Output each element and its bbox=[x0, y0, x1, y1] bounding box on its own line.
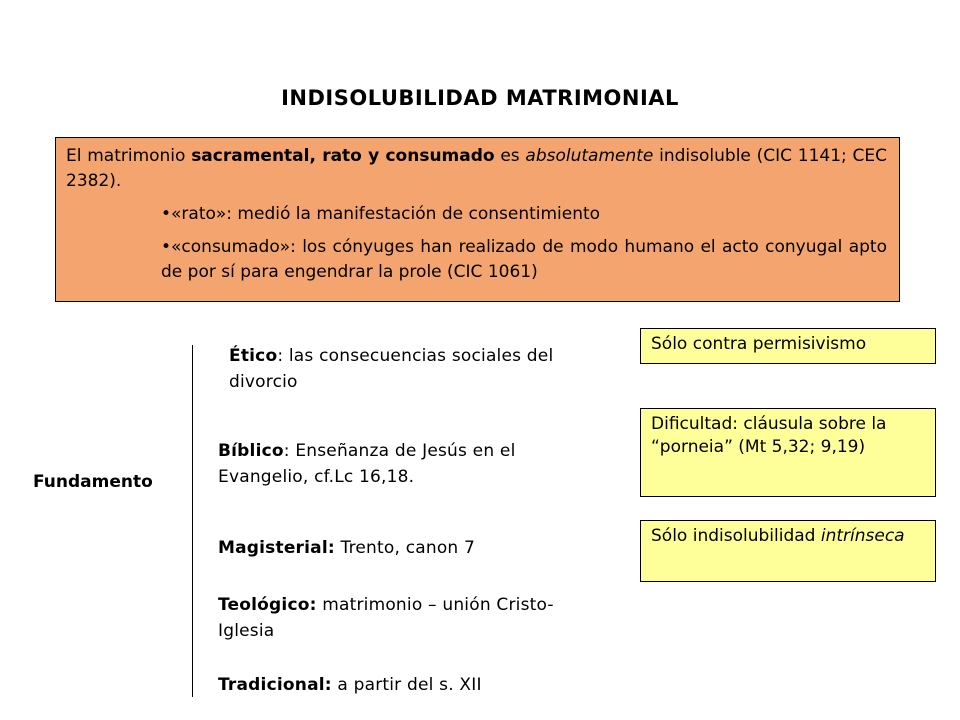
fundamento-biblico bbox=[218, 438, 608, 490]
etico-label: Ético bbox=[229, 346, 278, 366]
fundamento-label: Fundamento bbox=[33, 472, 153, 492]
magisterial-label: Magisterial: bbox=[218, 538, 335, 558]
bullet-rato: •«rato»: medió la manifestación de consentimiento bbox=[161, 204, 601, 224]
fundamento-tradicional bbox=[218, 672, 608, 698]
magisterial-text: Trento, canon 7 bbox=[340, 538, 476, 558]
note-indisolubilidad bbox=[640, 520, 936, 582]
teologico-label: Teológico: bbox=[218, 595, 317, 615]
fundamento-teologico bbox=[218, 592, 578, 644]
definition-intro-text-3: indisoluble (CIC 1141; CEC 2382). bbox=[66, 146, 887, 191]
definition-intro bbox=[66, 144, 887, 194]
fundamento-magisterial bbox=[218, 535, 608, 561]
definition-box bbox=[55, 137, 900, 302]
tradicional-label: Tradicional: bbox=[218, 675, 332, 695]
definition-intro-text-2: es bbox=[494, 146, 526, 166]
definition-intro-text: El matrimonio bbox=[66, 146, 192, 166]
biblico-sep: : bbox=[283, 441, 296, 461]
bullet-consumado: •«consumado»: los cónyuges han realizado de modo humano el acto conyugal apto de por sí para engendrar la prole (CIC 1061) bbox=[161, 237, 887, 282]
etico-sep: : bbox=[277, 346, 289, 366]
definition-intro-bold: sacramental, rato y consumado bbox=[191, 146, 495, 166]
bracket-line bbox=[192, 345, 193, 697]
note-dificultad: Dificultad: cláusula sobre la “porneia” (Mt 5,32; 9,19) bbox=[640, 408, 936, 497]
indisolubilidad-italic: intrínseca bbox=[820, 526, 905, 546]
tradicional-text: a partir del s. XII bbox=[337, 675, 482, 695]
indisolubilidad-text: Sólo indisolubilidad bbox=[651, 526, 821, 546]
note-permisivismo: Sólo contra permisivismo bbox=[640, 328, 936, 364]
biblico-label: Bíblico bbox=[218, 441, 284, 461]
biblico-text: Enseñanza de Jesús en el Evangelio, cf.Lc 16,18. bbox=[218, 441, 516, 487]
page-title: INDISOLUBILIDAD MATRIMONIAL bbox=[281, 86, 679, 110]
fundamento-etico bbox=[229, 343, 624, 395]
teologico-text: matrimonio – unión Cristo-Iglesia bbox=[218, 595, 554, 641]
etico-text: las consecuencias sociales del divorcio bbox=[229, 346, 554, 392]
definition-intro-italic: absolutamente bbox=[525, 146, 654, 166]
